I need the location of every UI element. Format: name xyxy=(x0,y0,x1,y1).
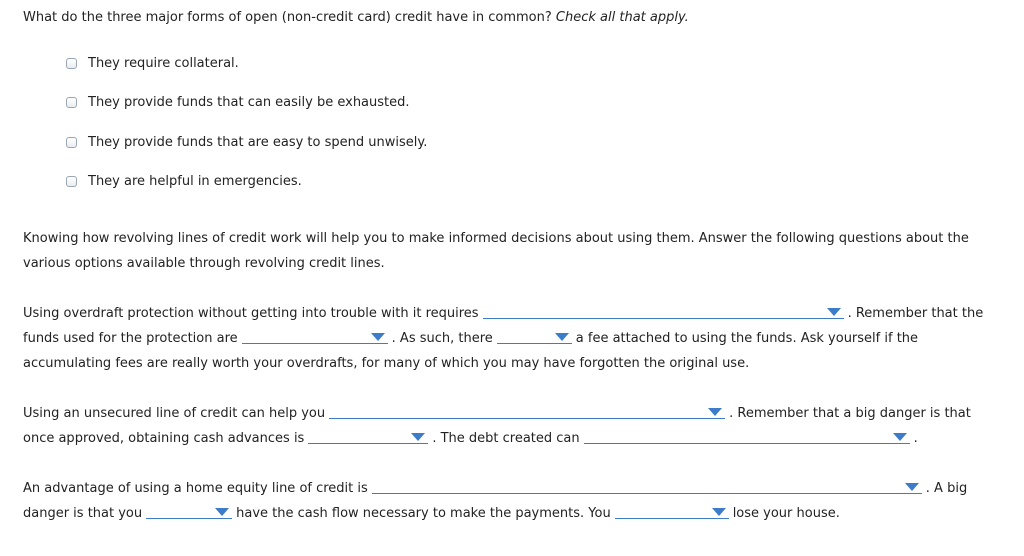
heloc-advantage-dropdown[interactable] xyxy=(372,476,922,494)
unsecured-text-3: once approved, obtaining cash advances is xyxy=(23,431,305,446)
unsecured-text-1: Using an unsecured line of credit can help you xyxy=(23,406,326,421)
overdraft-text-6: accumulating fees are really worth your overdrafts, for many of which you may have forgotten the original use. xyxy=(23,356,750,371)
chevron-down-icon xyxy=(827,308,841,316)
chevron-down-icon xyxy=(371,333,385,341)
heloc-text-1: An advantage of using a home equity line of credit is xyxy=(23,481,368,496)
option-label: They require collateral. xyxy=(88,55,239,71)
unsecured-paragraph xyxy=(23,401,983,451)
question-1-text: What do the three major forms of open (non-credit card) credit have in common? xyxy=(23,10,552,25)
question-1-instruction: Check all that apply. xyxy=(555,10,689,25)
checkbox-spend-unwisely[interactable] xyxy=(66,137,77,148)
option-label: They provide funds that can easily be exhausted. xyxy=(88,95,410,110)
chevron-down-icon xyxy=(893,433,907,441)
chevron-down-icon xyxy=(215,508,229,516)
overdraft-funds-dropdown[interactable] xyxy=(242,326,388,344)
intro-line-2: various options available through revolving credit lines. xyxy=(23,256,385,271)
heloc-cash-flow-dropdown[interactable] xyxy=(146,501,232,519)
chevron-down-icon xyxy=(905,483,919,491)
checkbox-emergencies[interactable] xyxy=(66,176,77,187)
option-label: They are helpful in emergencies. xyxy=(88,174,302,189)
heloc-text-4: have the cash flow necessary to make the payments. You xyxy=(236,506,611,521)
option-label: They provide funds that are easy to spend unwisely. xyxy=(88,134,428,150)
intro-line-1: Knowing how revolving lines of credit work will help you to make informed decisions about using them. Answer the following questions about the xyxy=(23,231,969,246)
option-exhausted[interactable] xyxy=(66,95,427,111)
overdraft-fee-dropdown[interactable] xyxy=(497,326,572,344)
chevron-down-icon xyxy=(555,333,569,341)
question-1-prompt xyxy=(23,10,689,25)
checkbox-collateral[interactable] xyxy=(66,58,77,69)
heloc-text-3: danger is that you xyxy=(23,506,143,521)
chevron-down-icon xyxy=(712,508,726,516)
heloc-text-2: . A big xyxy=(925,481,968,496)
overdraft-text-1: Using overdraft protection without getting into trouble with it requires xyxy=(23,306,479,321)
overdraft-text-5: a fee attached to using the funds. Ask yourself if the xyxy=(575,331,919,346)
unsecured-text-4: . The debt created can xyxy=(432,431,580,446)
chevron-down-icon xyxy=(708,408,722,416)
chevron-down-icon xyxy=(411,433,425,441)
heloc-text-5: lose your house. xyxy=(732,506,840,521)
overdraft-text-4: . As such, there xyxy=(391,331,493,346)
unsecured-text-2: . Remember that a big danger is that xyxy=(729,406,971,421)
option-collateral[interactable] xyxy=(66,55,427,71)
intro-paragraph xyxy=(23,226,983,276)
heloc-lose-house-dropdown[interactable] xyxy=(615,501,729,519)
overdraft-text-3: funds used for the protection are xyxy=(23,331,238,346)
unsecured-debt-dropdown[interactable] xyxy=(584,426,910,444)
unsecured-cash-advance-dropdown[interactable] xyxy=(308,426,428,444)
option-spend-unwisely[interactable] xyxy=(66,134,427,150)
heloc-paragraph xyxy=(23,476,983,526)
unsecured-text-5: . xyxy=(913,431,918,446)
overdraft-requires-dropdown[interactable] xyxy=(483,301,844,319)
option-emergencies[interactable] xyxy=(66,174,427,190)
overdraft-text-2: . Remember that the xyxy=(847,306,984,321)
checkbox-options xyxy=(66,55,427,213)
overdraft-paragraph xyxy=(23,301,983,376)
unsecured-help-dropdown[interactable] xyxy=(329,401,725,419)
checkbox-exhausted[interactable] xyxy=(66,97,77,108)
